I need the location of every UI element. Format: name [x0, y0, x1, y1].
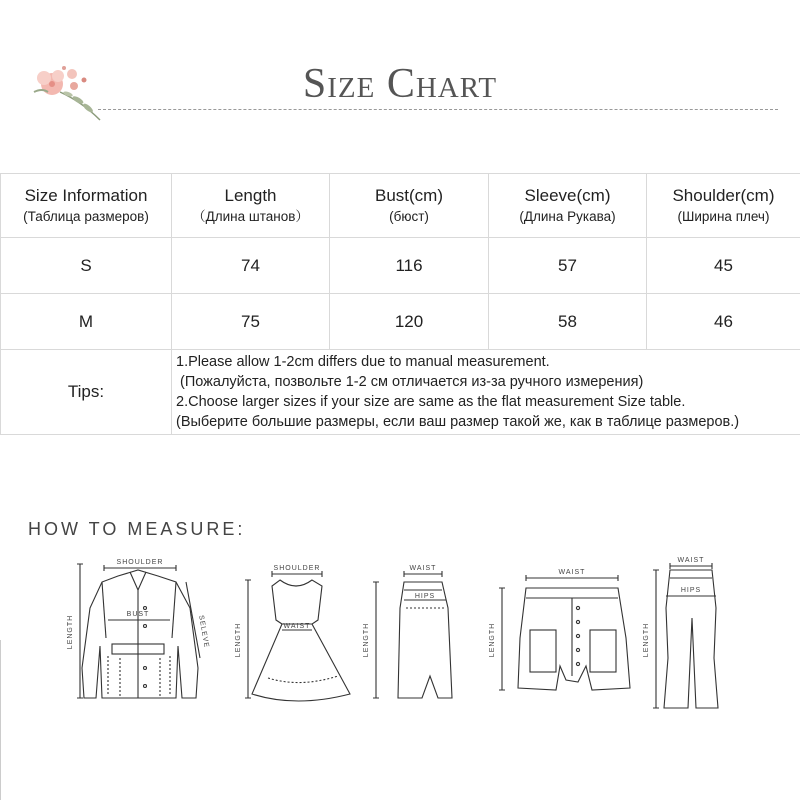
cell-length: 74 [172, 238, 330, 294]
table-header-row [1, 174, 800, 238]
cell-shoulder: 46 [647, 294, 800, 350]
label-waist: WAIST [283, 623, 311, 630]
page-edge-line [0, 640, 1, 800]
label-waist: WAIST [558, 569, 586, 576]
cell-size: S [1, 238, 172, 294]
label-length: LENGTH [489, 622, 496, 658]
dress-illustration [252, 580, 350, 701]
jacket-illustration [82, 570, 198, 698]
label-waist: WAIST [677, 557, 705, 564]
label-shoulder: SHOULDER [273, 565, 321, 572]
table-row [1, 294, 800, 350]
cell-bust: 116 [330, 238, 489, 294]
label-length: LENGTH [643, 622, 650, 658]
label-waist: WAIST [409, 565, 437, 572]
label-bust: BUST [126, 611, 150, 618]
cell-shoulder: 45 [647, 238, 800, 294]
label-selvee: SELEVE [197, 614, 210, 649]
measurement-illustrations [0, 548, 800, 728]
column-header-bust: Bust(cm) (бюст) [330, 174, 489, 238]
page-title: Size Chart [302, 61, 498, 107]
tip-line: 1.Please allow 1-2cm differs due to manual measurement. [176, 354, 550, 370]
size-table [0, 173, 800, 435]
label-length: LENGTH [235, 622, 242, 658]
cell-bust: 120 [330, 294, 489, 350]
tip-line: (Выберите большие размеры, если ваш размер такой же, как в таблице размеров.) [176, 414, 740, 430]
table-row [1, 238, 800, 294]
column-header-sleeve: Sleeve(cm) (Длина Рукава) [489, 174, 647, 238]
column-header-size: Size Information (Таблица размеров) [1, 174, 172, 238]
cell-length: 75 [172, 294, 330, 350]
label-hips: HIPS [414, 593, 436, 600]
tips-row [1, 350, 800, 435]
label-shoulder: SHOULDER [116, 559, 164, 566]
tip-line: 2.Choose larger sizes if your size are same as the flat measurement Size table. [176, 394, 686, 410]
tip-line: (Пожалуйста, позвольте 1-2 см отличается из-за ручного измерения) [176, 374, 644, 390]
column-header-length: Length （Длина штанов） [172, 174, 330, 238]
tips-label: Tips: [1, 350, 172, 435]
label-hips: HIPS [680, 587, 702, 594]
tips-text [172, 350, 800, 435]
header [0, 0, 800, 130]
label-length: LENGTH [363, 622, 370, 658]
cell-size: M [1, 294, 172, 350]
shorts-illustration [518, 588, 630, 690]
cell-sleeve: 57 [489, 238, 647, 294]
column-header-shoulder: Shoulder(cm) (Ширина плеч) [647, 174, 800, 238]
title-divider [98, 109, 778, 110]
label-length: LENGTH [67, 614, 74, 650]
cell-sleeve: 58 [489, 294, 647, 350]
how-to-measure-title: HOW TO MEASURE: [28, 519, 246, 539]
